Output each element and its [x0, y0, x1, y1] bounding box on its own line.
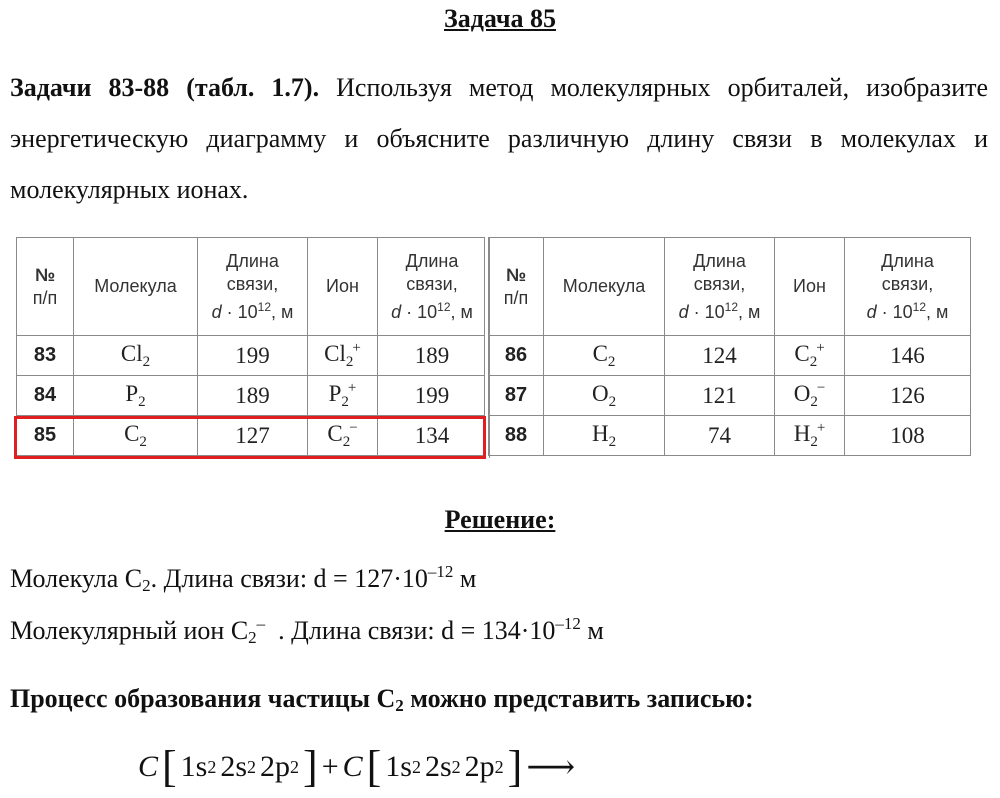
row-highlight-box	[14, 416, 486, 459]
molecule-cell: $H_2$	[544, 416, 665, 456]
problem-statement	[10, 62, 988, 215]
ion-bond-length-cell: 134	[378, 416, 487, 456]
formula-term: 2p	[464, 750, 495, 783]
formula-atom: C	[342, 750, 363, 783]
ion-cell: $P_2^+$	[308, 376, 378, 416]
formula-bracket: [	[162, 742, 177, 791]
formula-plus: +	[321, 750, 339, 783]
data-table-right	[488, 237, 971, 456]
formula-bracket: [	[366, 742, 382, 791]
ion-bond-length-cell: 189	[378, 336, 487, 376]
row-number: 86	[489, 336, 544, 376]
bond-length-cell: 127	[198, 416, 308, 456]
table-row	[489, 336, 971, 376]
molecule-cell: $C_2$	[74, 416, 198, 456]
ion-bond-length-cell: 146	[845, 336, 971, 376]
table-header-row	[17, 238, 487, 336]
ion-bond-length-cell: 199	[378, 376, 487, 416]
ion-bond-length-cell: 108	[845, 416, 971, 456]
row-number: 84	[17, 376, 74, 416]
molecule-cell: $Cl_2$	[74, 336, 198, 376]
table-row	[17, 336, 487, 376]
header-ion-bond-length: Длина связи, $d \cdot 10^{12}$, м	[378, 238, 487, 336]
process-statement: Процесс образования частицы $C_2$ можно представить записью:	[10, 684, 754, 715]
problem-label: Задачи 83-88 (табл. 1.7).	[10, 73, 320, 102]
row-number: 83	[17, 336, 74, 376]
formula-term: 2p	[260, 750, 291, 783]
solution-line-molecule: Молекула $C_2$. Длина связи: $d = 127\cdot 10^{-12}$ м	[10, 562, 477, 595]
ion-cell: $C_2^-$	[308, 416, 378, 456]
formula-term: 2s	[424, 750, 452, 783]
formula-bracket: ]	[507, 742, 523, 791]
ion-cell: $C_2^+$	[775, 336, 845, 376]
header-ion: Ион	[308, 238, 378, 336]
formula-term: 2s	[220, 750, 248, 783]
row-number: 88	[489, 416, 544, 456]
ion-cell: $H_2^+$	[775, 416, 845, 456]
header-ion: Ион	[775, 238, 845, 336]
ion-cell: $Cl_2^+$	[308, 336, 378, 376]
header-bond-length: Длина связи, $d \cdot 10^{12}$, м	[198, 238, 308, 336]
ion-bond-length-cell: 126	[845, 376, 971, 416]
solution-line-ion: Молекулярный ион $C_2^-$ . Длина связи: $d = 134\cdot 10^{-12}$ м	[10, 614, 604, 647]
molecule-cell: $C_2$	[544, 336, 665, 376]
table-header-row	[489, 238, 971, 336]
header-ion-bond-length: Длина связи, $d \cdot 10^{12}$, м	[845, 238, 971, 336]
problem-text: Используя метод молекулярных орбиталей, изобразите энергетическую диаграмму и объясните различную длину связи в молекулах и молекулярных ионах.	[10, 73, 989, 204]
header-molecule: Молекула	[74, 238, 198, 336]
header-number: № п/п	[489, 238, 544, 336]
header-bond-length: Длина связи, $d \cdot 10^{12}$, м	[665, 238, 775, 336]
row-number: 87	[489, 376, 544, 416]
header-molecule: Молекула	[544, 238, 665, 336]
solution-heading: Решение:	[444, 505, 556, 534]
formula-term: 1s	[385, 750, 412, 783]
row-number: 85	[17, 416, 74, 456]
formula-atom: C	[138, 750, 159, 783]
bond-length-cell: 121	[665, 376, 775, 416]
table-row	[489, 376, 971, 416]
bond-length-cell: 199	[198, 336, 308, 376]
ion-cell: $O_2^-$	[775, 376, 845, 416]
formula-bracket: ]	[303, 742, 318, 791]
header-number: № п/п	[17, 238, 74, 336]
reaction-arrow-icon: ⟶	[526, 749, 576, 786]
page-title: Задача 85	[444, 4, 556, 33]
molecule-cell: $O_2$	[544, 376, 665, 416]
bond-length-cell: 189	[198, 376, 308, 416]
table-row	[489, 416, 971, 456]
molecule-cell: $P_2$	[74, 376, 198, 416]
bond-length-cell: 74	[665, 416, 775, 456]
table-row	[17, 376, 487, 416]
formula-term: 1s	[180, 750, 208, 783]
bond-length-cell: 124	[665, 336, 775, 376]
formation-formula: C [ 1s 2 2s 2 2p 2 ] + C [ 1s 2 2s 2 2p 2 ] ⟶	[138, 742, 576, 791]
